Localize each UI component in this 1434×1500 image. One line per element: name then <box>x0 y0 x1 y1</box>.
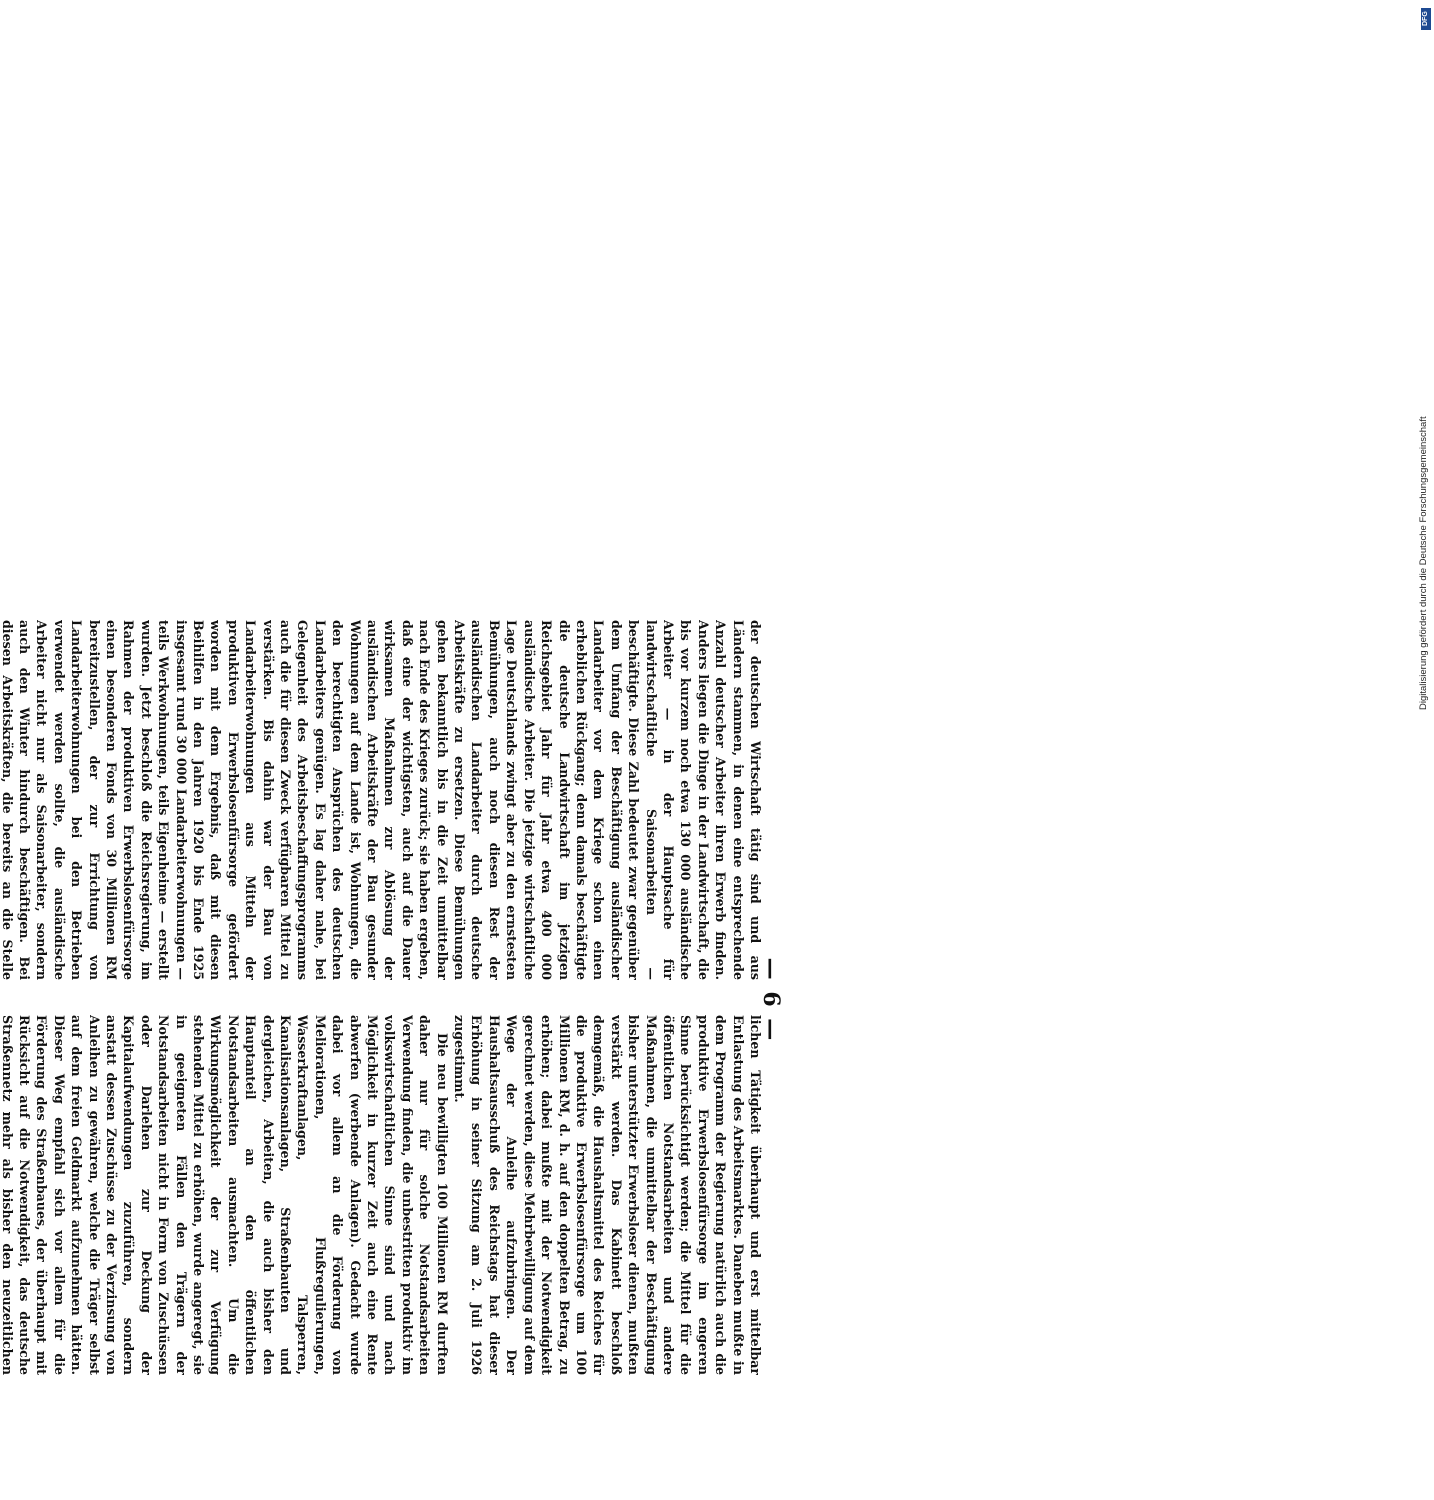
paragraph: Die neu bewilligten 100 Millionen RM durften daher nur für solche Notstandsarbeiten Verwendung finden, die unbestritten produktiv im volkswirtschaftlichen Sinne sind und nach Möglichkeit in kurzer Zeit auch eine Rente abwerfen (werbende Anlagen). Gedacht wurde dabei vor allem an die Förderung von Meliorationen, Flußregulierungen, Wasserkraftanlagen, Talsperren, Kanalisationsanlagen, Straßenbauten und dergleichen, Arbeiten, die auch bisher den Hauptanteil an den öffentlichen Notstandsarbeiten ausmachten. Um die Wirkungsmöglichkeit der zur Verfügung stehenden Mittel zu erhöhen, wurde angeregt, sie in geeigneten Fällen den Trägern der Notstandsarbeiten nicht in Form von Zuschüssen oder Darlehen zur Deckung der Kapitalaufwendungen zuzuführen, sondern anstatt dessen Zuschüsse zu der Verzinsung von Anleihen zu gewähren, welche die Träger selbst auf dem freien Geldmarkt aufzunehmen hätten. Dieser Weg empfahl sich vor allem für die Förderung des Straßenbaues, der überhaupt mit Rücksicht auf die Notwendigkeit, das deutsche Straßennetz mehr als bisher den neuzeitlichen <box>0 1015 450 1375</box>
paragraph: lichen Tätigkeit überhaupt und erst mittelbar Entlastung des Arbeitsmarktes. Daneben mußte in dem Programm der Regierung natürlich auch die produktive Erwerbslosenfürsorge im engeren Sinne berücksichtigt werden; die Mittel für die öffentlichen Notstandsarbeiten und andere Maßnahmen, die unmittelbar der Beschäftigung bisher unterstützter Erwerbsloser dienen, mußten verstärkt werden. Das Kabinett beschloß demgemäß, die Haushaltsmittel des Reiches für die produktive Erwerbslosenfürsorge um 100 Millionen RM, d. h. auf den doppelten Betrag, zu erhöhen; dabei mußte mit der Notwendigkeit gerechnet werden, diese Mehrbewilligung auf dem Wege der Anleihe aufzubringen. Der Haushaltsausschuß des Reichstags hat dieser Erhöhung in seiner Sitzung am 2. Juli 1926 zugestimmt. <box>452 1015 763 1375</box>
dfg-logo: DFG <box>1421 8 1431 30</box>
digitization-credit: Digitalisierung gefördert durch die Deutsche Forschungsgemeinschaft <box>1418 416 1429 710</box>
rotated-page <box>0 500 934 1500</box>
text-column-right <box>0 1015 764 1375</box>
paragraph: der deutschen Wirtschaft tätig sind und aus Ländern stammen, in denen eine entsprechende Anzahl deutscher Arbeiter ihren Erwerb finden. Anders liegen die Dinge in der Landwirtschaft, die bis vor kurzem noch etwa 130 000 ausländische Arbeiter — in der Hauptsache für landwirtschaftliche Saisonarbeiten — beschäftigte. Diese Zahl bedeutet zwar gegenüber dem Umfang der Beschäftigung ausländischer Landarbeiter vor dem Kriege schon einen erheblichen Rückgang; denn damals beschäftigte die deutsche Landwirtschaft im jetzigen Reichsgebiet Jahr für Jahr etwa 400 000 ausländische Arbeiter. Die jetzige wirtschaftliche Lage Deutschlands zwingt aber zu den ernstesten Bemühungen, auch noch diesen Rest der ausländischen Landarbeiter durch deutsche Arbeitskräfte zu ersetzen. Diese Bemühungen gehen bekanntlich bis in die Zeit unmittelbar nach Ende des Krieges zurück; sie haben ergeben, daß eine der wichtigsten, auch auf die Dauer wirksamen Maßnahmen zur Ablösung der ausländischen Arbeitskräfte der Bau gesunder Wohnungen auf dem Lande ist, Wohnungen, die den berechtigten Ansprüchen des deutschen Landarbeiters genügen. Es lag daher nahe, bei Gelegenheit des Arbeitsbeschaffungsprogramms auch die für diesen Zweck verfügbaren Mittel zu verstärken. Bis dahin war der Bau von Landarbeiterwohnungen aus Mitteln der produktiven Erwerbslosenfürsorge gefördert worden mit dem Ergebnis, daß mit diesen Beihilfen in den Jahren 1920 bis Ende 1925 insgesamt rund 30 000 Landarbeiterwohnungen — teils Werkwohnungen, teils Eigenheime — erstellt wurden. Jetzt beschloß die Reichsregierung, im Rahmen der produktiven Erwerbslosenfürsorge einen besonderen Fonds von 30 Millionen RM bereitzustellen, der zur Errichtung von Landarbeiterwohnungen bei den Betrieben verwendet werden sollte, die ausländische Arbeiter nicht nur als Saisonarbeiter, sondern auch den Winter hindurch beschäftigen. Bei diesen Arbeitskräften, die bereits an die Stelle <box>0 620 763 980</box>
text-column-left <box>0 620 764 980</box>
page-number: — 6 — <box>758 957 784 1043</box>
